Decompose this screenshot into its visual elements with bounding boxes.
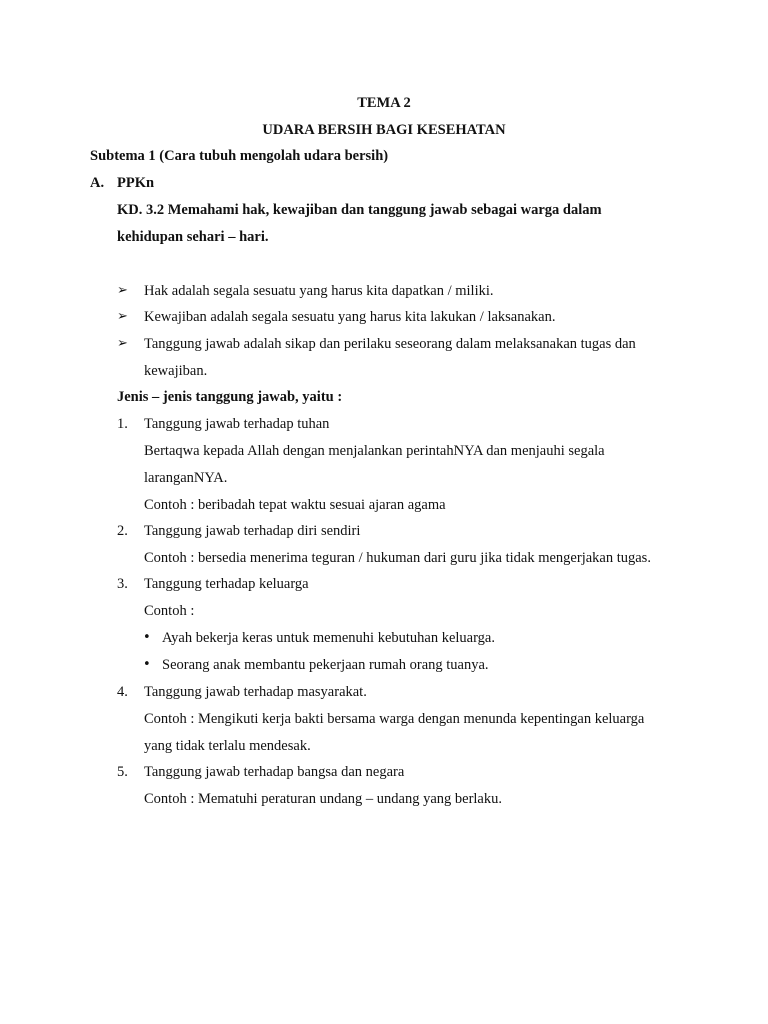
list-number: 4. bbox=[117, 684, 128, 700]
subtheme-heading: Subtema 1 (Cara tubuh mengolah udara bersih) bbox=[90, 148, 389, 164]
kd-statement-line2: kehidupan sehari – hari. bbox=[117, 229, 269, 245]
bullet-dot-icon: • bbox=[143, 657, 151, 672]
type-title: Tanggung jawab terhadap tuhan bbox=[144, 416, 330, 432]
list-number: 5. bbox=[117, 764, 128, 780]
type-detail: Bertaqwa kepada Allah dengan menjalankan perintahNYA dan menjauhi segala bbox=[144, 443, 605, 459]
bullet-dot-icon: • bbox=[143, 630, 151, 645]
type-title: Tanggung jawab terhadap diri sendiri bbox=[144, 523, 361, 539]
arrow-bullet-icon: ➢ bbox=[117, 336, 128, 351]
kd-statement-line1: KD. 3.2 Memahami hak, kewajiban dan tanggung jawab sebagai warga dalam bbox=[117, 202, 602, 218]
section-marker: A. bbox=[90, 175, 105, 191]
definition-hak: Hak adalah segala sesuatu yang harus kita dapatkan / miliki. bbox=[144, 283, 494, 299]
types-heading: Jenis – jenis tanggung jawab, yaitu : bbox=[117, 389, 343, 405]
definition-kewajiban: Kewajiban adalah segala sesuatu yang harus kita lakukan / laksanakan. bbox=[144, 309, 556, 325]
type-detail: laranganNYA. bbox=[144, 470, 228, 486]
example-bullet: Seorang anak membantu pekerjaan rumah orang tuanya. bbox=[162, 657, 489, 673]
definition-tanggung-jawab: Tanggung jawab adalah sikap dan perilaku seseorang dalam melaksanakan tugas dan bbox=[144, 336, 636, 352]
theme-heading: TEMA 2 bbox=[357, 95, 411, 111]
list-number: 3. bbox=[117, 576, 128, 592]
type-title: Tanggung jawab terhadap bangsa dan negara bbox=[144, 764, 405, 780]
type-example-cont: yang tidak terlalu mendesak. bbox=[144, 738, 311, 754]
type-example: Contoh : beribadah tepat waktu sesuai ajaran agama bbox=[144, 497, 446, 513]
list-number: 1. bbox=[117, 416, 128, 432]
type-example: Contoh : Mengikuti kerja bakti bersama warga dengan menunda kepentingan keluarga bbox=[144, 711, 645, 727]
type-title: Tanggung terhadap keluarga bbox=[144, 576, 309, 592]
page-title: UDARA BERSIH BAGI KESEHATAN bbox=[262, 122, 506, 138]
arrow-bullet-icon: ➢ bbox=[117, 309, 128, 324]
type-example: Contoh : bbox=[144, 603, 195, 619]
type-title: Tanggung jawab terhadap masyarakat. bbox=[144, 684, 367, 700]
example-bullet: Ayah bekerja keras untuk memenuhi kebutuhan keluarga. bbox=[162, 630, 495, 646]
list-number: 2. bbox=[117, 523, 128, 539]
type-example: Contoh : bersedia menerima teguran / hukuman dari guru jika tidak mengerjakan tugas. bbox=[144, 550, 651, 566]
type-example: Contoh : Mematuhi peraturan undang – undang yang berlaku. bbox=[144, 791, 502, 807]
arrow-bullet-icon: ➢ bbox=[117, 283, 128, 298]
section-label: PPKn bbox=[117, 175, 155, 191]
definition-tanggung-jawab-cont: kewajiban. bbox=[144, 363, 208, 379]
